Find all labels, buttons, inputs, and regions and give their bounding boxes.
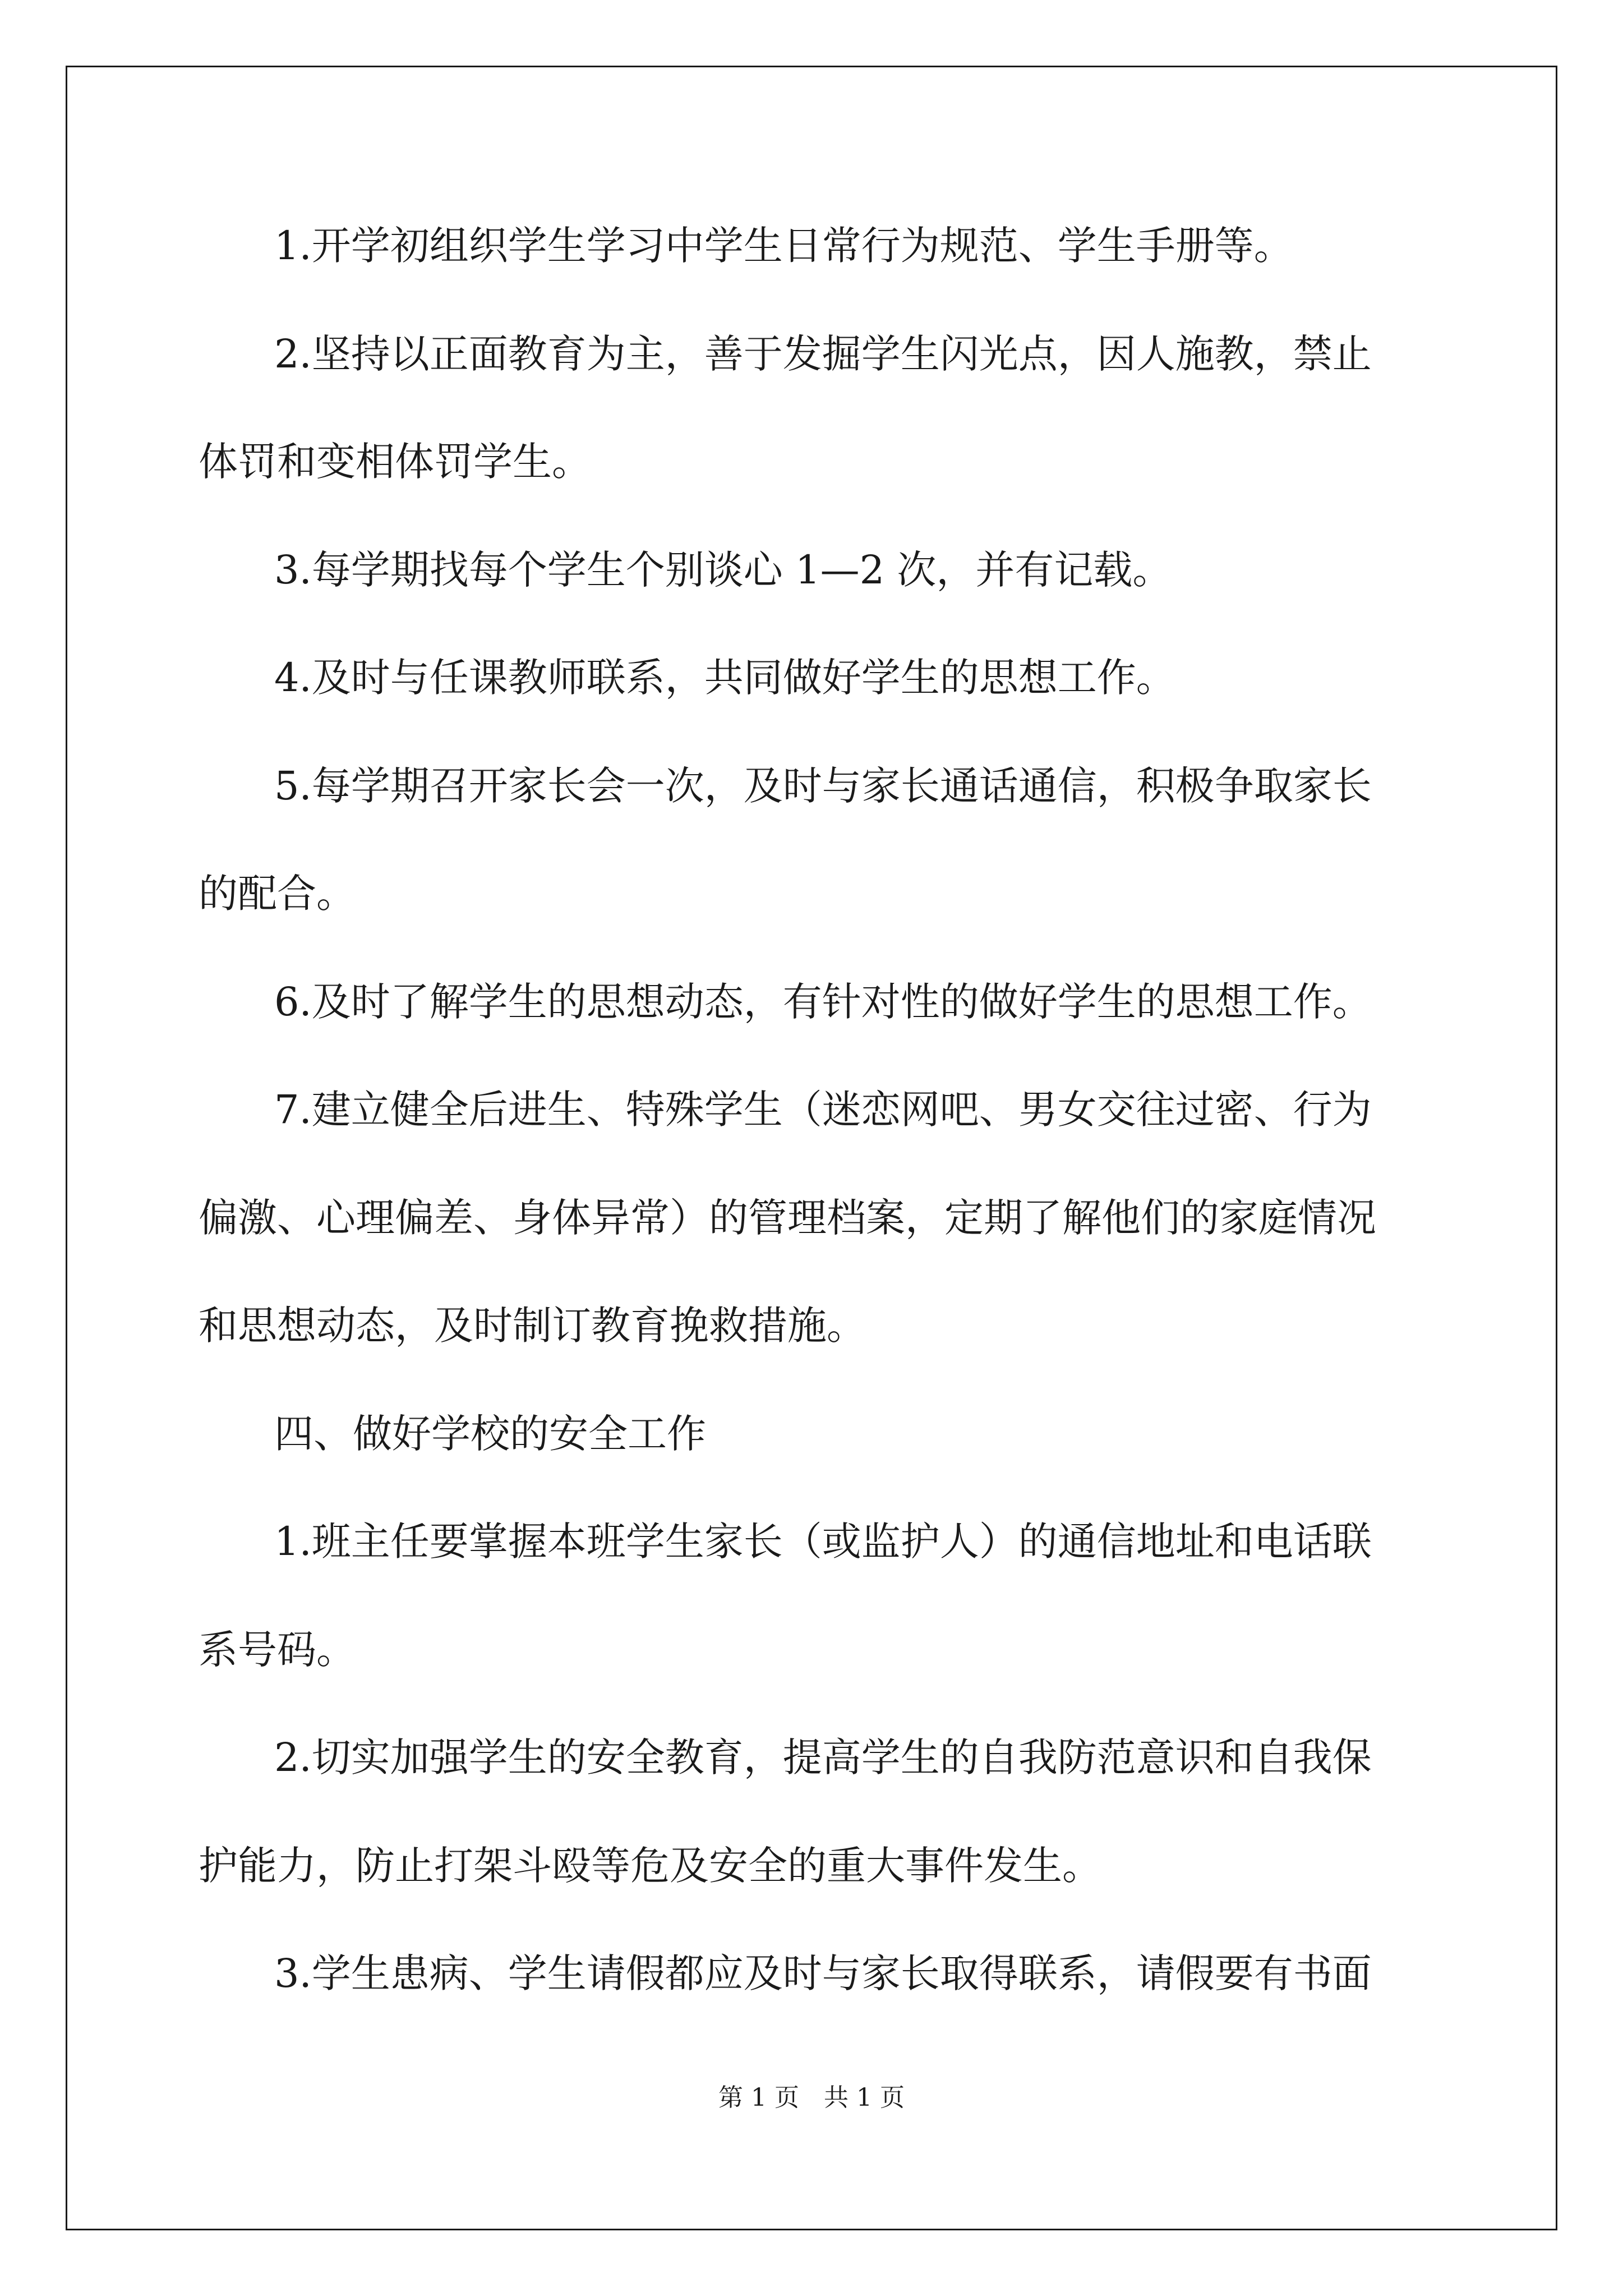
paragraph-line: 2.坚持以正面教育为主，善于发掘学生闪光点，因人施教，禁止: [274, 331, 1372, 377]
paragraph-line: 5.每学期召开家长会一次，及时与家长通话通信，积极争取家长: [274, 763, 1372, 809]
paragraph-line: 3.学生患病、学生请假都应及时与家长取得联系，请假要有书面: [274, 1950, 1372, 1996]
section-heading: 四、做好学校的安全工作: [274, 1411, 706, 1457]
paragraph-line: 和思想动态，及时制订教育挽救措施。: [199, 1303, 866, 1349]
paragraph-line: 2.切实加强学生的安全教育，提高学生的自我防范意识和自我保: [274, 1734, 1372, 1780]
paragraph-line: 系号码。: [199, 1627, 356, 1673]
paragraph-line: 7.建立健全后进生、特殊学生（迷恋网吧、男女交往过密、行为: [274, 1087, 1372, 1133]
paragraph-line: 3.每学期找每个学生个别谈心 1—2 次，并有记载。: [274, 547, 1172, 593]
paragraph-line: 体罚和变相体罚学生。: [199, 439, 591, 485]
page-number-footer: 第 1 页 共 1 页: [718, 2083, 905, 2112]
paragraph-line: 6.及时了解学生的思想动态，有针对性的做好学生的思想工作。: [274, 979, 1372, 1025]
paragraph-line: 偏激、心理偏差、身体异常）的管理档案，定期了解他们的家庭情况: [199, 1195, 1376, 1241]
paragraph-line: 护能力，防止打架斗殴等危及安全的重大事件发生。: [199, 1843, 1101, 1889]
page-border: [66, 66, 1557, 2230]
paragraph-line: 的配合。: [199, 871, 356, 917]
paragraph-line: 1.班主任要掌握本班学生家长（或监护人）的通信地址和电话联: [274, 1519, 1372, 1565]
paragraph-line: 4.及时与任课教师联系，共同做好学生的思想工作。: [274, 655, 1175, 701]
paragraph-line: 1.开学初组织学生学习中学生日常行为规范、学生手册等。: [274, 223, 1293, 269]
